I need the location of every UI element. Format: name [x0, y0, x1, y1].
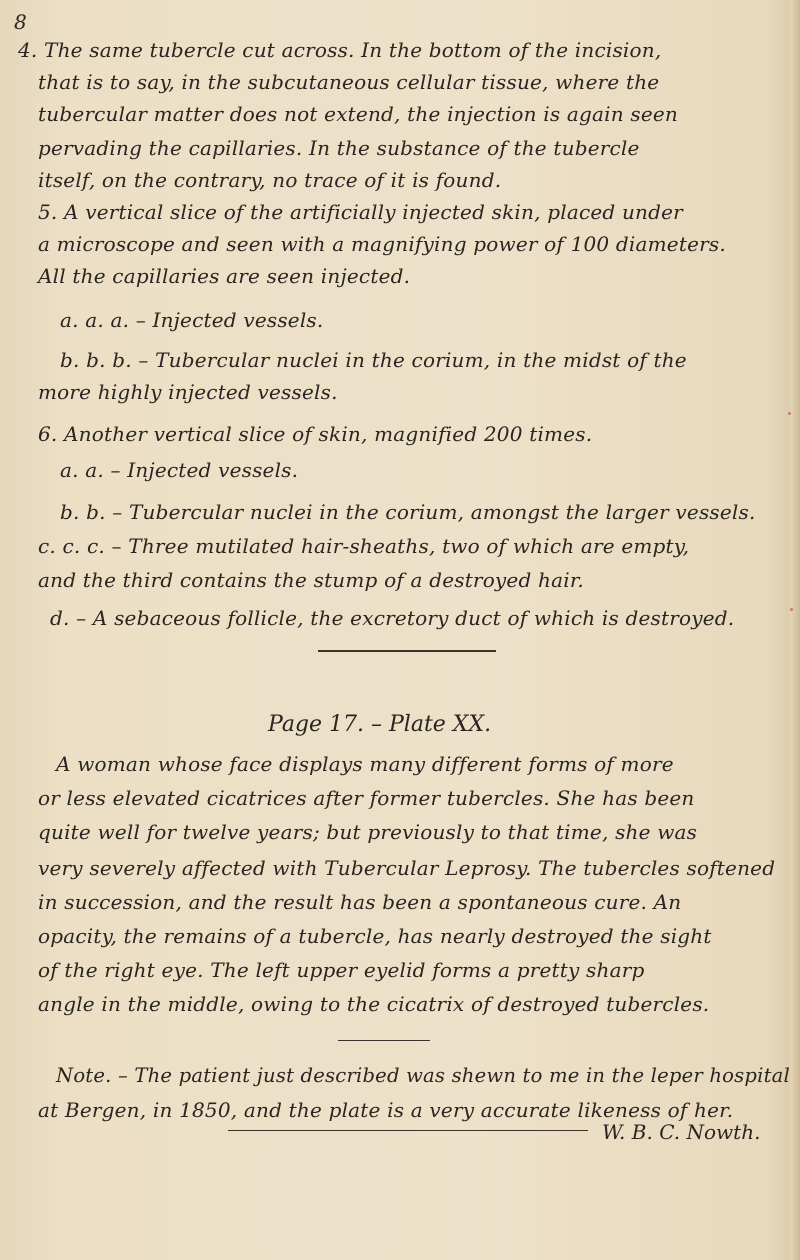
- text-line: opacity, the remains of a tubercle, has nearly destroyed the sight: [38, 924, 712, 948]
- text-line: angle in the middle, owing to the cicatrix of destroyed tubercles.: [38, 992, 710, 1016]
- signature: W. B. C. Nowth.: [602, 1120, 761, 1144]
- text-line: of the right eye. The left upper eyelid forms a pretty sharp: [38, 958, 645, 982]
- page-number: 8: [14, 10, 27, 34]
- text-line: itself, on the contrary, no trace of it is found.: [38, 168, 502, 192]
- text-line: in succession, and the result has been a spontaneous cure. An: [38, 890, 682, 914]
- text-line: a microscope and seen with a magnifying power of 100 diameters.: [38, 232, 726, 256]
- text-line: and the third contains the stump of a destroyed hair.: [38, 568, 584, 592]
- text-line: 6. Another vertical slice of skin, magnified 200 times.: [38, 422, 593, 446]
- text-line: 5. A vertical slice of the artificially injected skin, placed under: [38, 200, 683, 224]
- text-line: A woman whose face displays many different forms of more: [56, 752, 674, 776]
- text-line: more highly injected vessels.: [38, 380, 338, 404]
- text-line: b. b. b. – Tubercular nuclei in the corium, in the midst of the: [60, 348, 687, 372]
- page-edge: [790, 0, 800, 1260]
- text-line: b. b. – Tubercular nuclei in the corium, amongst the larger vessels.: [60, 500, 756, 524]
- text-line: very severely affected with Tubercular Leprosy. The tubercles softened: [38, 856, 776, 880]
- text-line: a. a. a. – Injected vessels.: [60, 308, 324, 332]
- text-line: 4. The same tubercle cut across. In the bottom of the incision,: [18, 38, 662, 62]
- text-line: or less elevated cicatrices after former tubercles. She has been: [38, 786, 695, 810]
- divider-rule: [318, 650, 496, 652]
- ink-spot: [788, 412, 791, 415]
- plate-heading: Page 17. – Plate XX.: [268, 712, 492, 737]
- text-line: a. a. – Injected vessels.: [60, 458, 299, 482]
- text-line: that is to say, in the subcutaneous cellular tissue, where the: [38, 70, 660, 94]
- note-line: at Bergen, in 1850, and the plate is a very accurate likeness of her.: [38, 1098, 734, 1122]
- text-line: tubercular matter does not extend, the injection is again seen: [38, 102, 679, 126]
- divider-rule: [338, 1040, 430, 1041]
- signature-rule: [228, 1130, 588, 1131]
- text-line: pervading the capillaries. In the substance of the tubercle: [38, 136, 640, 160]
- note-line: Note. – The patient just described was shewn to me in the leper hospital: [56, 1064, 790, 1087]
- text-line: d. – A sebaceous follicle, the excretory duct of which is destroyed.: [50, 606, 735, 630]
- text-line: c. c. c. – Three mutilated hair-sheaths, two of which are empty,: [38, 534, 690, 558]
- text-line: quite well for twelve years; but previously to that time, she was: [38, 820, 698, 844]
- ink-spot: [790, 608, 793, 611]
- text-line: All the capillaries are seen injected.: [38, 264, 411, 288]
